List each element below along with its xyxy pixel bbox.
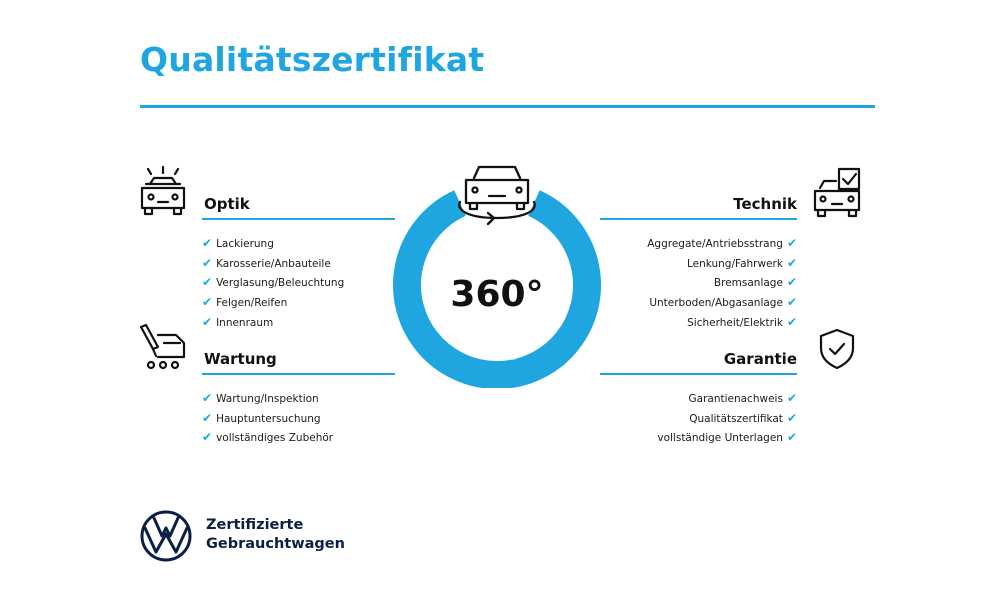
section-divider: [600, 218, 797, 220]
section-optik: [140, 183, 395, 333]
brand-line1: Zertifizierte: [206, 517, 304, 533]
check-icon: ✔: [786, 295, 797, 310]
list-item: ✔ Wartung/Inspektion: [202, 391, 319, 405]
check-icon: ✔: [786, 255, 797, 270]
list-item: Lenkung/Fahrwerk ✔: [686, 255, 797, 270]
page-title: Qualitätszertifikat: [140, 40, 485, 79]
car-checkbox-icon: [812, 166, 864, 218]
check-icon: ✔: [202, 275, 213, 290]
check-icon: ✔: [786, 430, 797, 445]
check-icon: ✔: [786, 236, 797, 250]
list-item: ✔ vollständiges Zubehör: [202, 430, 334, 445]
list-item: Aggregate/Antriebsstrang ✔: [647, 236, 797, 250]
check-icon: ✔: [202, 391, 213, 405]
title-divider: [140, 105, 875, 108]
check-icon: ✔: [202, 255, 213, 270]
check-icon: ✔: [786, 391, 797, 405]
check-icon: ✔: [786, 410, 797, 425]
section-divider: [600, 373, 797, 375]
section-title-technik: Technik: [733, 195, 797, 213]
section-title-garantie: Garantie: [723, 350, 797, 368]
section-garantie: [600, 338, 797, 448]
check-icon: ✔: [786, 275, 797, 290]
section-divider: [202, 218, 395, 220]
section-wartung: [140, 338, 395, 448]
check-icon: ✔: [202, 410, 213, 425]
list-item: ✔ Felgen/Reifen: [202, 295, 288, 310]
check-emblem: [392, 158, 602, 388]
check-icon: ✔: [202, 314, 213, 329]
shield-check-icon: [818, 328, 856, 370]
list-item: vollständige Unterlagen ✔: [657, 430, 797, 445]
section-title-wartung: Wartung: [204, 350, 277, 368]
list-item: ✔ Verglasung/Beleuchtung: [202, 275, 345, 290]
car-rotate-icon: [459, 167, 534, 224]
list-item: Sicherheit/Elektrik ✔: [687, 314, 797, 329]
brand-line2: Gebrauchtwagen: [206, 536, 345, 552]
vw-logo-icon: [140, 510, 192, 562]
degree-label: 360°: [450, 274, 544, 315]
check-icon: ✔: [202, 236, 213, 250]
brand-text: [206, 516, 345, 554]
list-item: Unterboden/Abgasanlage ✔: [649, 295, 797, 310]
section-divider: [202, 373, 395, 375]
check-icon: ✔: [786, 314, 797, 329]
list-item: Bremsanlage ✔: [713, 275, 797, 290]
list-item: Garantienachweis ✔: [688, 391, 797, 405]
check-icon: ✔: [202, 295, 213, 310]
list-item: ✔ Karosserie/Anbauteile: [202, 255, 331, 270]
list-item: ✔ Lackierung: [202, 236, 274, 250]
arc-label: Gebrauchtwagen-Check: [419, 293, 575, 363]
list-item: ✔ Hauptuntersuchung: [202, 410, 321, 425]
list-item: Qualitätszertifikat ✔: [689, 410, 797, 425]
section-title-optik: Optik: [204, 195, 250, 213]
check-icon: ✔: [202, 430, 213, 445]
list-item: ✔ Innenraum: [202, 314, 274, 329]
section-technik: [600, 183, 797, 333]
